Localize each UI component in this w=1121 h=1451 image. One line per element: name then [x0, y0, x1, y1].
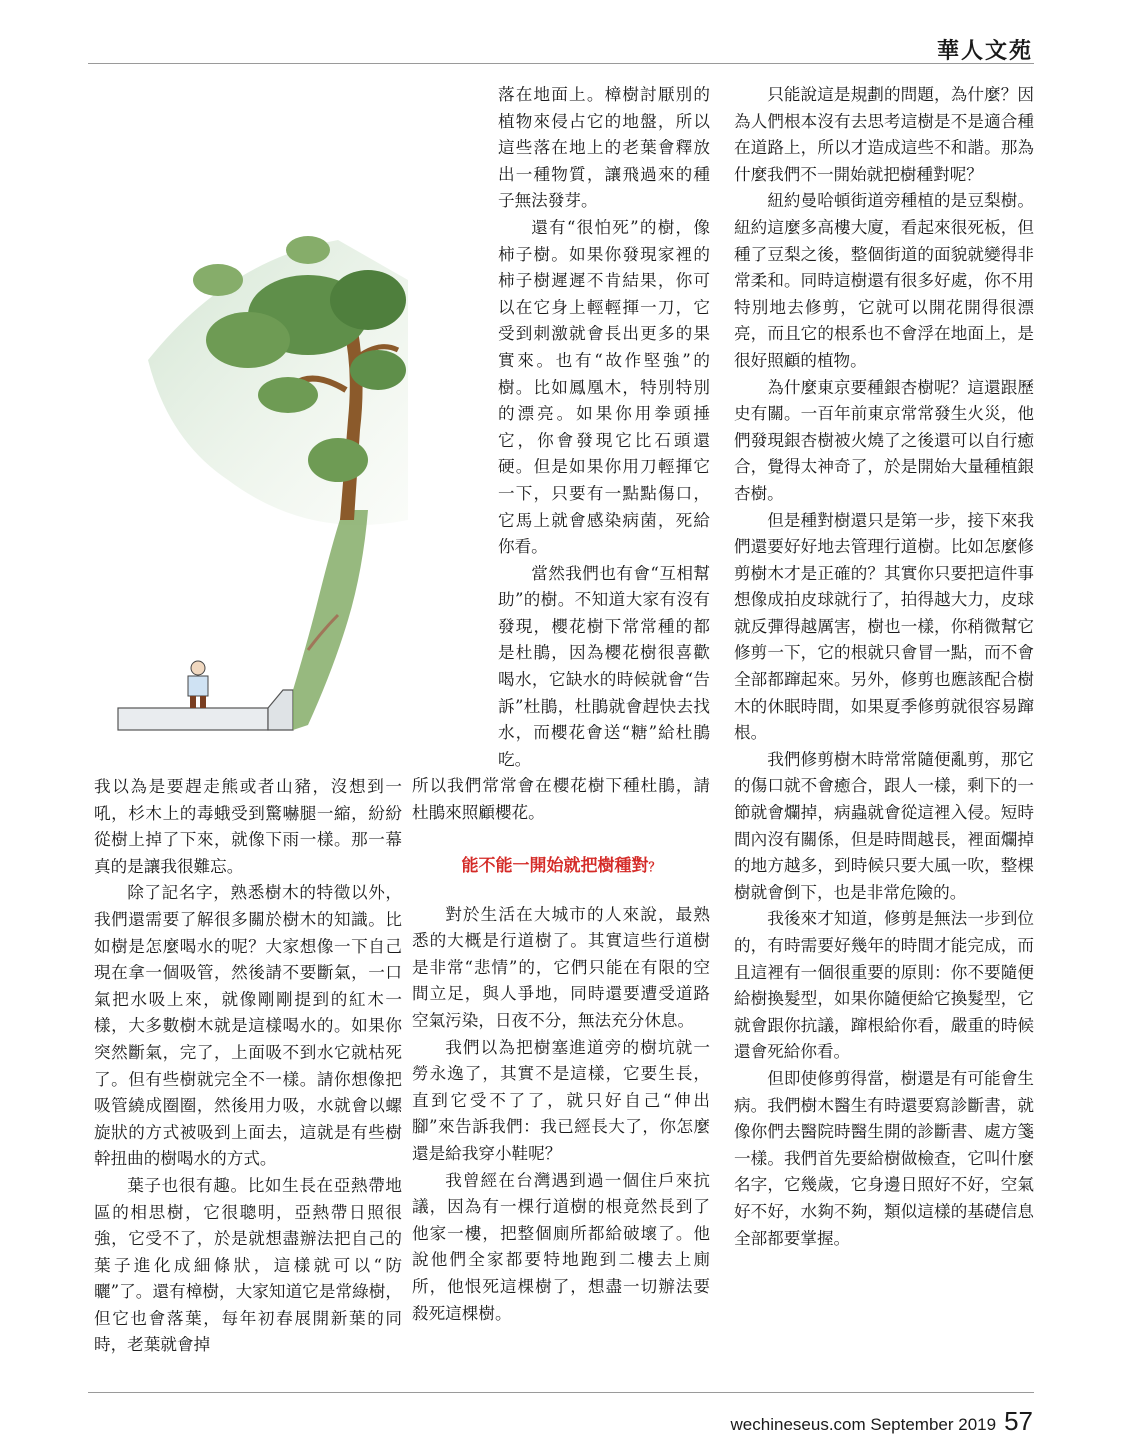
paragraph: 對於生活在大城市的人來說，最熟悉的大概是行道樹了。其實這些行道樹是非常“悲情”的，它們只能在有限的空間立足，與人爭地，同時還要遭受道路空氣污染，日夜不分，無法充分休息。 [412, 904, 710, 1030]
column-left [94, 774, 402, 1359]
paragraph: 所以我們常常會在櫻花樹下種杜鵑，請杜鵑來照顧櫻花。 [412, 776, 710, 823]
column-middle [412, 82, 710, 1327]
header-rule [88, 63, 1034, 64]
footer [731, 1406, 1033, 1437]
subheading-mark: ？ [648, 859, 661, 874]
tree-illustration [108, 220, 408, 760]
paragraph: 還有“很怕死”的樹，像柿子樹。如果你發現家裡的柿子樹遲遲不肯結果，你可以在它身上輕輕揮一刀，它受到刺激就會長出更多的果實來。也有“故作堅強”的樹。比如鳳凰木，特別特別的漂亮。如果你用拳頭捶它，你會發現它比石頭還硬。但是如果你用刀輕揮它一下，只要有一點點傷口，它馬上就會感染病菌，死給你看。 [498, 217, 710, 557]
paragraph: 葉子也很有趣。比如生長在亞熱帶地區的相思樹，它很聰明，亞熱帶日照很強，它受不了，於是就想盡辦法把自己的葉子進化成細條狀，這樣就可以“防曬”了。還有樟樹，大家知道它是常綠樹，但它也會落葉，每年初春展開新葉的同時，老葉就會掉 [94, 1175, 402, 1355]
paragraph: 紐約曼哈頓街道旁種植的是豆梨樹。紐約這麼多高樓大廈，看起來很死板，但種了豆梨之後，整個街道的面貌就變得非常柔和。同時這樹還有很多好處，你不用特別地去修剪，它就可以開花開得很漂亮，而且它的根系也不會浮在地面上，是很好照顧的植物。 [734, 191, 1034, 370]
paragraph: 只能說這是規劃的問題，為什麼？因為人們根本沒有去思考這樹是不是適合種在道路上，所以才造成這些不和諧。那為什麼我們不一開始就把樹種對呢？ [734, 85, 1034, 184]
paragraph: 除了記名字，熟悉樹木的特徵以外，我們還需要了解很多關於樹木的知識。比如樹是怎麼喝水的呢？大家想像一下自己現在拿一個吸管，然後請不要斷氣，一口氣把水吸上來，就像剛剛提到的紅木一樣，大多數樹木就是這樣喝水的。如果你突然斷氣，完了，上面吸不到水它就枯死了。但有些樹就完全不一樣。請你想像把吸管繞成圈圈，然後用力吸，水就會以螺旋狀的方式被吸到上面去，這就是有些樹幹扭曲的樹喝水的方式。 [94, 883, 402, 1169]
paragraph: 我曾經在台灣遇到過一個住戶來抗議，因為有一棵行道樹的根竟然長到了他家一樓，把整個廁所都給破壞了。他說他們全家都要特地跑到二樓去上廁所，他恨死這棵樹了，想盡一切辦法要殺死這棵樹。 [412, 1170, 710, 1323]
paragraph: 但是種對樹還只是第一步，接下來我們還要好好地去管理行道樹。比如怎麼修剪樹木才是正確的？其實你只要把這件事想像成拍皮球就行了，拍得越大力，皮球就反彈得越厲害，樹也一樣，你稍微幫它修剪一下，它的根就只會冒一點，而不會全部都蹿起來。另外，修剪也應該配合樹木的休眠時間，如果夏季修剪就很容易蹿根。 [734, 510, 1034, 743]
subheading-text: 能不能一開始就把樹種對 [461, 855, 649, 876]
paragraph: 但即使修剪得當，樹還是有可能會生病。我們樹木醫生有時還要寫診斷書，就像你們去醫院時醫生開的診斷書、處方箋一樣。我們首先要給樹做檢查，它叫什麼名字，它幾歲，它身邊日照好不好，空氣好不好，水夠不夠，類似這樣的基礎信息全部都要掌握。 [734, 1068, 1034, 1248]
paragraph: 當然我們也有會“互相幫助”的樹。不知道大家有沒有發現，櫻花樹下常常種的都是杜鵑，因為櫻花樹很喜歡喝水，它缺水的時候就會“告訴”杜鵑，杜鵑就會趕快去找水，而櫻花會送“糖”給杜鵑吃。 [498, 563, 710, 769]
paragraph: 為什麼東京要種銀杏樹呢？這還跟歷史有關。一百年前東京常常發生火災，他們發現銀杏樹被火燒了之後還可以自行癒合，覺得太神奇了，於是開始大量種植銀杏樹。 [734, 377, 1034, 503]
paragraph: 我們以為把樹塞進道旁的樹坑就一勞永逸了，其實不是這樣，它要生長，直到它受不了了，就只好自己“伸出腳”來告訴我們：我已經長大了，你怎麼還是給我穿小鞋呢？ [412, 1037, 710, 1163]
footer-site: wechineseus.com September 2019 [730, 1415, 997, 1434]
narrow-block [498, 82, 710, 773]
column-right [734, 82, 1034, 1252]
section-title: 華人文苑 [936, 39, 1033, 64]
paragraph: 落在地面上。樟樹討厭別的植物來侵占它的地盤，所以這些落在地上的老葉會釋放出一種物質，讓飛過來的種子無法發芽。 [498, 85, 710, 211]
subheading [412, 851, 710, 876]
footer-rule [88, 1392, 1034, 1393]
page-number: 57 [1004, 1406, 1033, 1436]
paragraph: 我們修剪樹木時常常隨便亂剪，那它的傷口就不會癒合，跟人一樣，剩下的一節就會爛掉，病蟲就會從這裡入侵。短時間內沒有關係，但是時間越長，裡面爛掉的地方越多，到時候只要大風一吹，整棵樹就會倒下，也是非常危險的。 [734, 749, 1034, 902]
paragraph: 我後來才知道，修剪是無法一步到位的，有時需要好幾年的時間才能完成，而且這裡有一個很重要的原則：你不要隨便給樹換髮型，如果你隨便給它換髮型，它就會跟你抗議，蹿根給你看，嚴重的時候還會死給你看。 [734, 909, 1034, 1062]
paragraph: 我以為是要趕走熊或者山豬，沒想到一吼，杉木上的毒蛾受到驚嚇腿一縮，紛紛從樹上掉了下來，就像下雨一樣。那一幕真的是讓我很難忘。 [94, 777, 402, 876]
